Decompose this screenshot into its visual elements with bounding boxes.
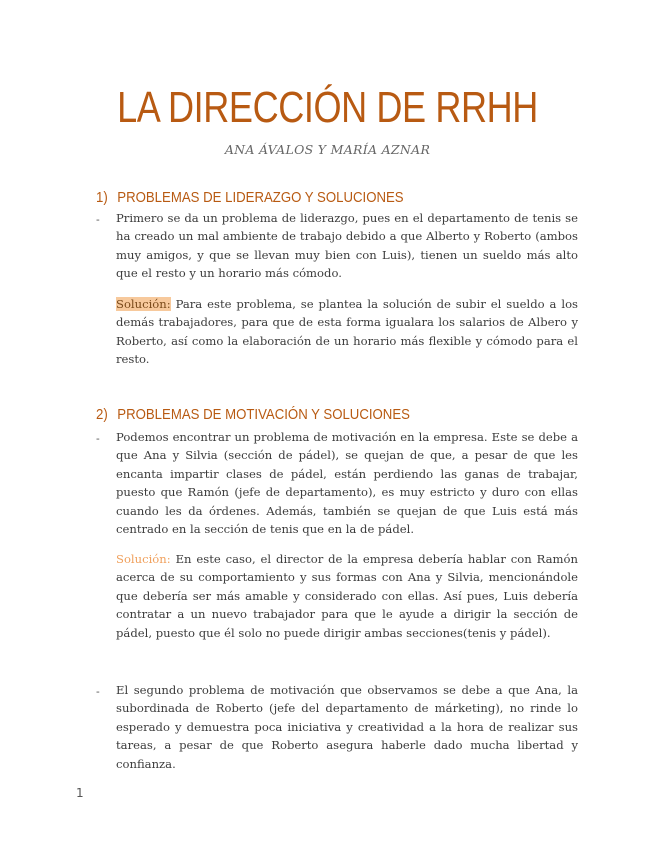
solution-text: En este caso, el director de la empresa debería hablar con Ramón acerca de su comportamiento y sus formas con Ana y Silvia, mencionándole que debería ser más amable y considerado con ellas. Así pues, Luis debería contratar a un nuevo trabajador para que le ayude a dirigir la sección de pádel, puesto que él solo no puede dirigir ambas secciones(tenis y pádel).	[116, 552, 578, 640]
problem-paragraph-leadership: Primero se da un problema de liderazgo, pues en el departamento de tenis se ha creado un mal ambiente de trabajo debido a que Alberto y Roberto (ambos muy amigos, y que se llevan muy bien con Luis), tienen un sueldo más alto que el resto y un horario más cómodo.	[116, 211, 578, 281]
document-authors: ANA ÁVALOS Y MARÍA AZNAR	[224, 142, 431, 157]
page-number: 1	[76, 786, 84, 800]
section-title: PROBLEMAS DE LIDERAZGO Y SOLUCIONES	[117, 189, 404, 206]
document-title: LA DIRECCIÓN DE RRHH	[117, 83, 538, 132]
section-heading-leadership	[96, 189, 404, 206]
solution-text: Para este problema, se plantea la solución de subir el sueldo a los demás trabajadores, para que de esta forma igualara los salarios de Albero y Roberto, así como la elaboración de un horario más flexible y cómodo para el resto.	[116, 297, 579, 367]
solution-label: Solución:	[116, 552, 171, 566]
section-number: 2)	[96, 406, 108, 423]
solution-label-highlighted: Solución:	[116, 297, 171, 311]
bullet-dash: -	[96, 685, 100, 698]
solution-paragraph-leadership	[116, 295, 578, 369]
section-number: 1)	[96, 189, 108, 206]
section-title: PROBLEMAS DE MOTIVACIÓN Y SOLUCIONES	[117, 406, 410, 423]
section-heading-motivation	[96, 406, 410, 423]
problem-paragraph-motivation: Podemos encontrar un problema de motivación en la empresa. Este se debe a que Ana y Silvia (sección de pádel), se quejan de que, a pesar de que les encanta impartir clases de pádel, están perdiendo las ganas de trabajar, puesto que Ramón (jefe de departamento), es muy estricto y duro con ellas cuando les da órdenes. Además, también se quejan de que Luis está más centrado en la sección de tenis que en la de pádel.	[116, 430, 578, 537]
solution-paragraph-motivation	[116, 550, 578, 642]
bullet-dash: -	[96, 432, 100, 445]
problem-paragraph-motivation-2: El segundo problema de motivación que observamos se debe a que Ana, la subordinada de Roberto (jefe del departamento de márketing), no rinde lo esperado y demuestra poca iniciativa y creatividad a la hora de realizar sus tareas, a pesar de que Roberto asegura haberle dado mucha libertad y confianza.	[116, 683, 578, 771]
bullet-dash: -	[96, 213, 100, 226]
